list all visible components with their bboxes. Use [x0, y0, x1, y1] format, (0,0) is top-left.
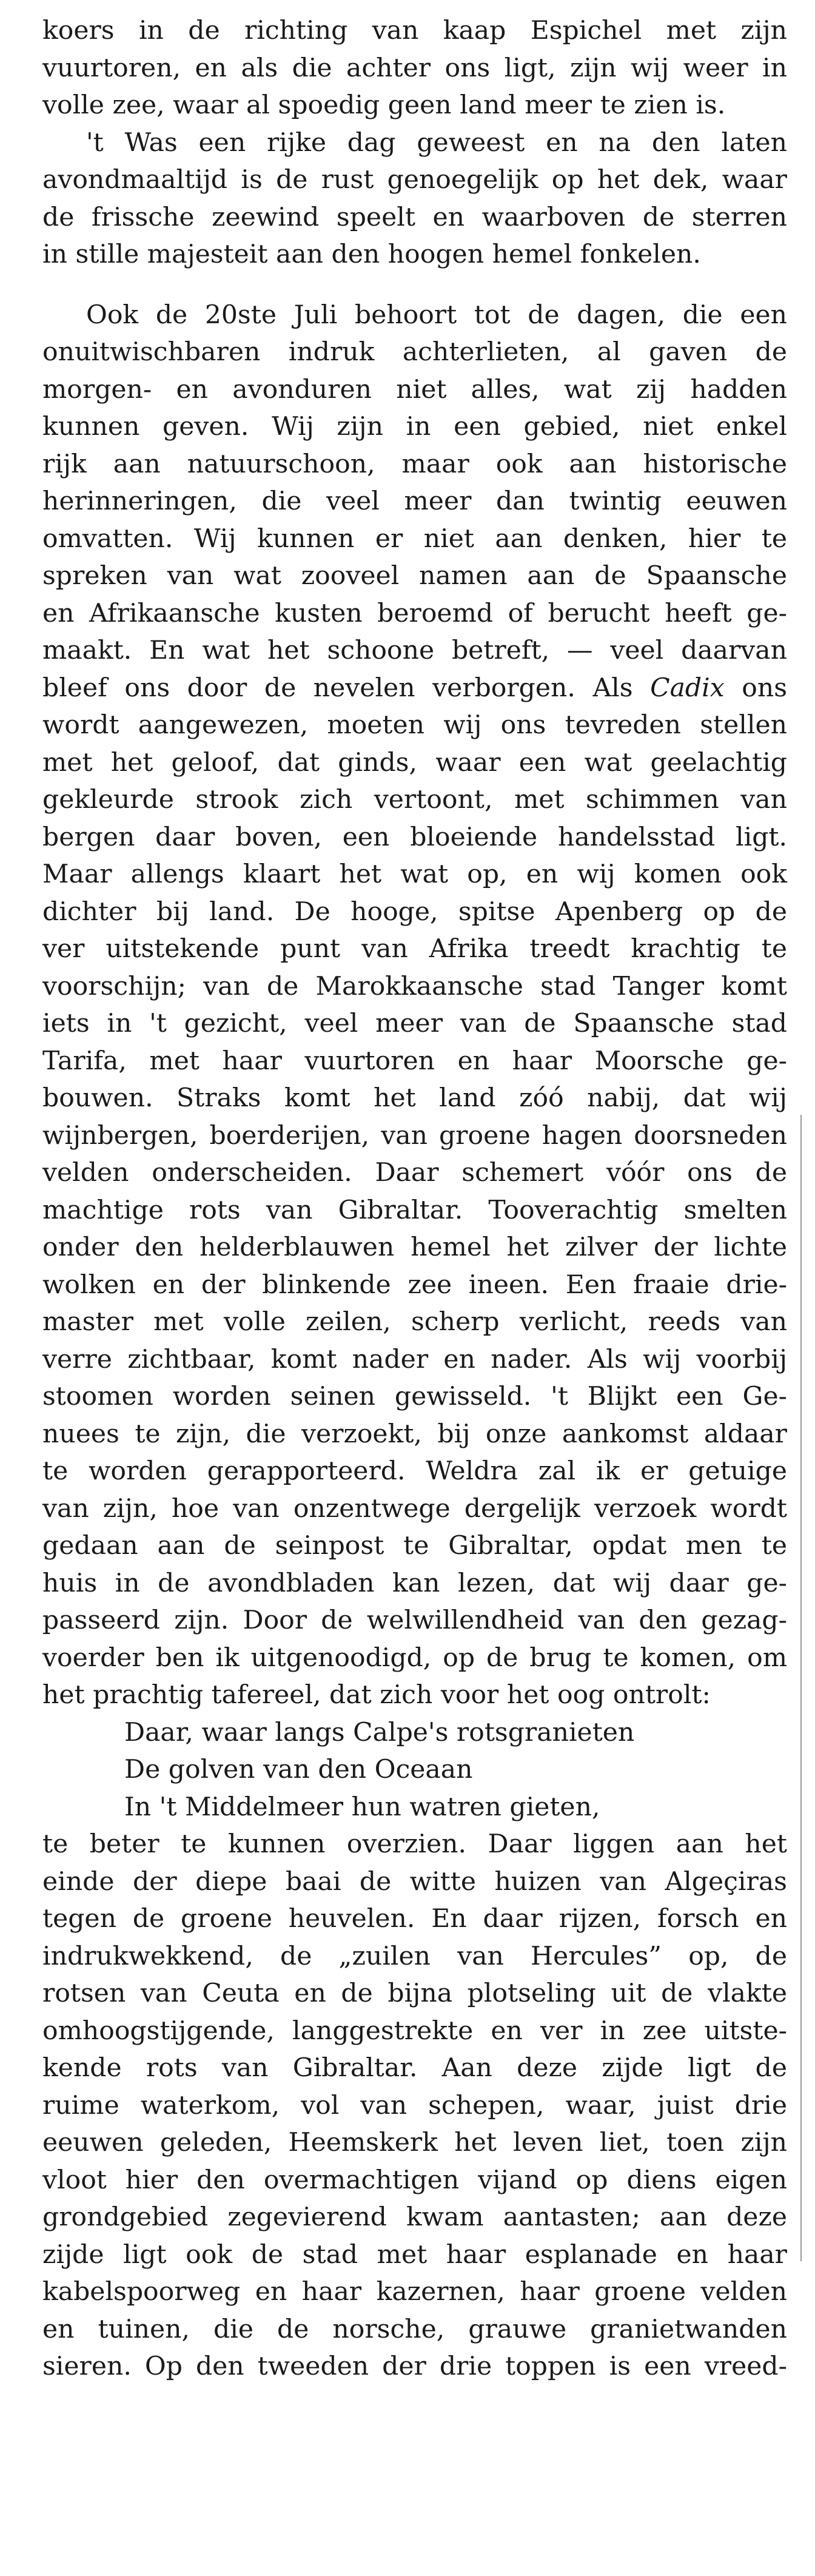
text-line: de frissche zeewind speelt en waarboven de sterren: [42, 202, 787, 232]
paragraph: [42, 297, 787, 1714]
text-line: Daar, waar langs Calpe's rotsgranieten: [124, 1717, 635, 1747]
text-line: onder den helderblauwen hemel het zilver der lichte: [42, 1233, 787, 1262]
text-line: huis in de avondbladen kan lezen, dat wij daar ge-: [42, 1568, 787, 1598]
paragraph: [42, 12, 787, 124]
paragraph: [42, 1826, 787, 2386]
text-line: nuees te zijn, die verzoekt, bij onze aankomst aldaar: [42, 1419, 787, 1449]
text-line: verre zichtbaar, komt nader en nader. Als wij voorbij: [42, 1344, 787, 1374]
text-line: met het geloof, dat ginds, waar een wat geelachtig: [42, 747, 787, 778]
text-line: master met volle zeilen, scherp verlicht, reeds van: [42, 1307, 787, 1337]
text-line: gedaan aan de seinpost te Gibraltar, opdat men te: [42, 1531, 787, 1561]
text-flow: [42, 12, 787, 2386]
text-line: velden onderscheiden. Daar schemert vóór ons de: [42, 1158, 787, 1188]
text-line: bouwen. Straks komt het land zóó nabij, dat wij: [42, 1083, 787, 1113]
text-line: wolken en der blinkende zee ineen. Een fraaie drie-: [42, 1270, 787, 1300]
text-line: kabelspoorweg en haar kazernen, haar groene velden: [42, 2277, 787, 2307]
text-line: indrukwekkend, de „zuilen van Hercules” op, de: [42, 1941, 787, 1971]
text-line: Maar allengs klaart het wat op, en wij komen ook: [42, 859, 787, 889]
text-line: gekleurde strook zich vertoont, met schimmen van: [42, 785, 787, 815]
text-line: eeuwen geleden, Heemskerk het leven liet, toen zijn: [42, 2128, 787, 2157]
text-line: spreken van wat zooveel namen aan de Spaansche: [42, 561, 787, 591]
text-line: maakt. En wat het schoone betreft, — veel daarvan: [42, 636, 787, 665]
text-line: grondgebied zegevierend kwam aantasten; aan deze: [42, 2202, 787, 2232]
text-line: van zijn, hoe van onzentwege dergelijk verzoek wordt: [42, 1493, 787, 1524]
text-line: avondmaaltijd is de rust genoegelijk op het dek, waar: [42, 165, 787, 195]
text-line: 't Was een rijke dag geweest en na den laten: [86, 127, 787, 158]
book-page: [42, 12, 787, 2386]
text-line: kunnen geven. Wij zijn in een gebied, niet enkel: [42, 412, 787, 442]
text-line: stoomen worden seinen gewisseld. 't Blijkt een Ge-: [42, 1382, 787, 1411]
text-line: omhoogstijgende, langgestrekte en ver in zee uitste-: [42, 2016, 787, 2046]
text-line: voerder ben ik uitgenoodigd, op de brug te komen, om: [42, 1643, 787, 1673]
text-line: vuurtoren, en als die achter ons ligt, zijn wij weer in: [42, 53, 787, 83]
text-line: in stille majesteit aan den hoogen hemel fonkelen.: [42, 240, 701, 269]
text-line: De golven van den Oceaan: [124, 1755, 473, 1784]
text-line: voorschijn; van de Marokkaansche stad Tanger komt: [42, 971, 787, 1001]
text-line: sieren. Op den tweeden der drie toppen is een vreed-: [42, 2352, 787, 2381]
text-line: volle zee, waar al spoedig geen land meer te zien is.: [42, 90, 726, 120]
text-line: iets in 't gezicht, veel meer van de Spaansche stad: [42, 1009, 787, 1038]
text-line: Ook de 20ste Juli behoort tot de dagen, die een: [86, 300, 787, 330]
text-line: bleef ons door de nevelen verborgen. Als Cadix ons: [42, 673, 787, 703]
text-line: In 't Middelmeer hun watren gieten,: [124, 1792, 600, 1822]
text-line: koers in de richting van kaap Espichel met zijn: [42, 16, 787, 45]
text-line: te worden gerapporteerd. Weldra zal ik er getuige: [42, 1456, 787, 1486]
text-line: kende rots van Gibraltar. Aan deze zijde ligt de: [42, 2053, 787, 2083]
text-line: wordt aangewezen, moeten wij ons tevreden stellen: [42, 710, 787, 740]
text-line: machtige rots van Gibraltar. Tooverachtig smelten: [42, 1195, 787, 1225]
margin-rule: [800, 1115, 802, 2261]
text-line: tegen de groene heuvelen. En daar rijzen, forsch en: [42, 1904, 787, 1934]
paragraph: [42, 124, 787, 274]
text-line: het prachtig tafereel, dat zich voor het oog ontrolt:: [42, 1680, 711, 1710]
text-line: herinneringen, die veel meer dan twintig eeuwen: [42, 486, 787, 516]
text-line: onuitwischbaren indruk achterlieten, al gaven de: [42, 337, 787, 367]
text-line: passeerd zijn. Door de welwillendheid van den gezag-: [42, 1606, 787, 1635]
text-line: te beter te kunnen overzien. Daar liggen aan het: [42, 1829, 787, 1859]
text-line: morgen- en avonduren niet alles, wat zij hadden: [42, 374, 787, 405]
paragraph-gap: [42, 274, 787, 297]
text-line: vloot hier den overmachtigen vijand op diens eigen: [42, 2165, 787, 2195]
text-line: omvatten. Wij kunnen er niet aan denken, hier te: [42, 523, 787, 554]
text-line: einde der diepe baai de witte huizen van Algeçiras: [42, 1866, 787, 1897]
text-line: bergen daar boven, een bloeiende handelsstad ligt.: [42, 822, 787, 852]
text-line: rotsen van Ceuta en de bijna plotseling uit de vlakte: [42, 1979, 787, 2008]
text-line: en tuinen, die de norsche, grauwe granietwanden: [42, 2314, 787, 2344]
text-line: wijnbergen, boerderijen, van groene hagen doorsneden: [42, 1120, 787, 1151]
text-line: dichter bij land. De hooge, spitse Apenberg op de: [42, 896, 787, 927]
verse-quote: [42, 1714, 787, 1826]
text-line: rijk aan natuurschoon, maar ook aan historische: [42, 449, 787, 479]
text-line: ver uitstekende punt van Afrika treedt krachtig te: [42, 934, 787, 964]
italic-place-name: Cadix: [650, 673, 725, 703]
text-line: ruime waterkom, vol van schepen, waar, juist drie: [42, 2090, 787, 2120]
text-line: Tarifa, met haar vuurtoren en haar Moorsche ge-: [42, 1046, 787, 1076]
text-line: en Afrikaansche kusten beroemd of berucht heeft ge-: [42, 598, 787, 628]
text-line: zijde ligt ook de stad met haar esplanade en haar: [42, 2239, 787, 2270]
